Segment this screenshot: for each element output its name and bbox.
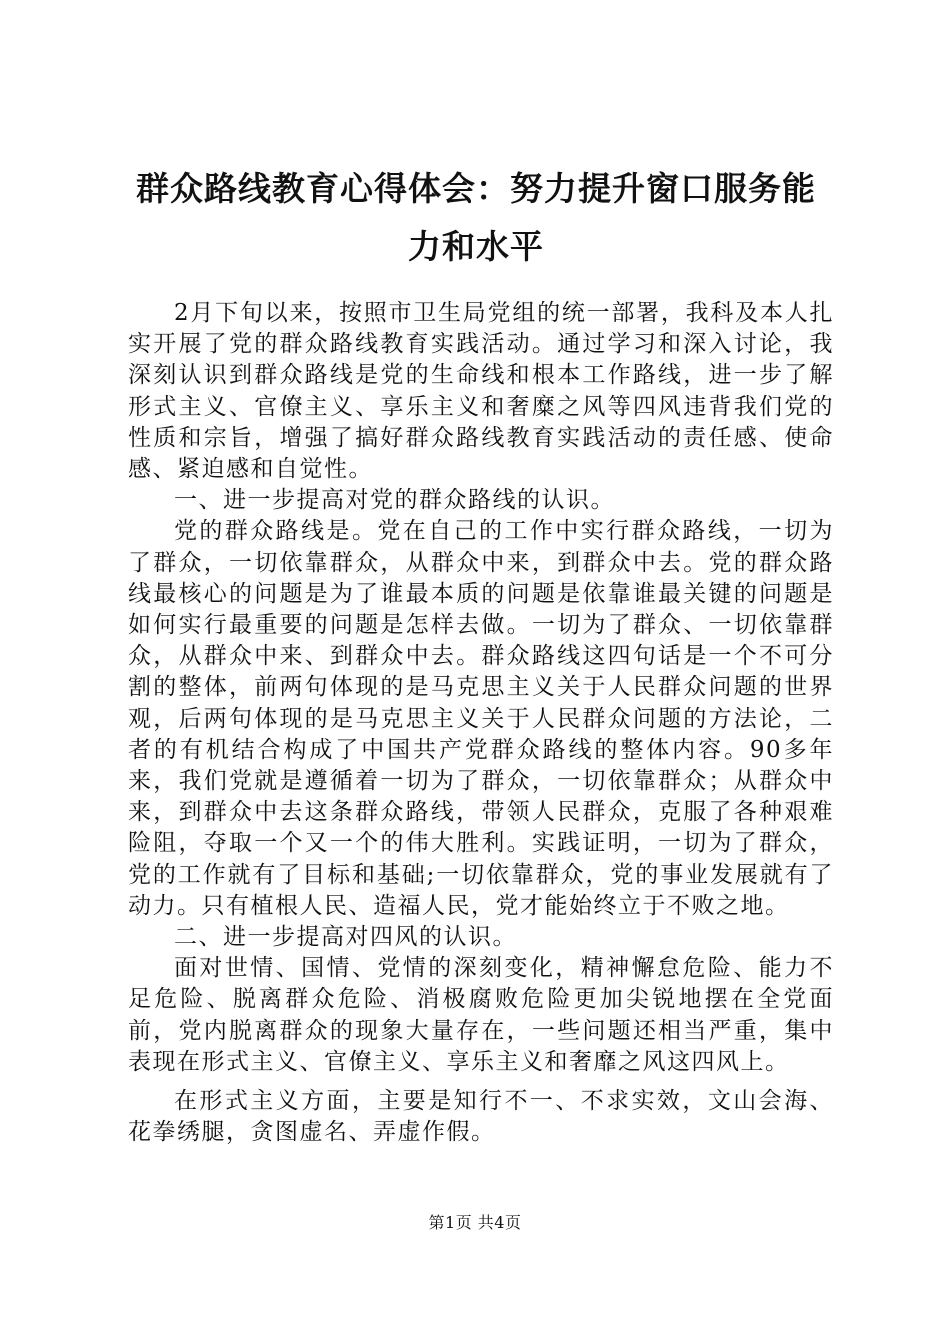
- body-paragraph: 党的群众路线是。党在自己的工作中实行群众路线，一切为了群众，一切依靠群众，从群众中来，到群众中去。党的群众路线最核心的问题是为了谁最本质的问题是依靠谁最关键的问题是如何实行最重要的问题是怎样去做。一切为了群众、一切依靠群众，从群众中来、到群众中去。群众路线这四句话是一个不可分割的整体，前两句体现的是马克思主义关于人民群众问题的世界观，后两句体现的是马克思主义关于人民群众问题的方法论，二者的有机结合构成了中国共产党群众路线的整体内容。90多年来，我们党就是遵循着一切为了群众，一切依靠群众；从群众中来，到群众中去这条群众路线，带领人民群众，克服了各种艰难险阻，夺取一个又一个的伟大胜利。实践证明，一切为了群众，党的工作就有了目标和基础;一切依靠群众，党的事业发展就有了动力。只有植根人民、造福人民，党才能始终立于不败之地。: [128, 518, 834, 919]
- document-title: 群众路线教育心得体会：努力提升窗口服务能力和水平: [136, 169, 816, 266]
- document-body: [128, 298, 834, 1148]
- section-heading-2: 二、进一步提高对四风的认识。: [174, 924, 517, 951]
- body-paragraph: 在形式主义方面，主要是知行不一、不求实效，文山会海、花拳绣腿，贪图虚名、弄虚作假。: [128, 1088, 834, 1146]
- section-heading-1: 一、进一步提高对党的群众路线的认识。: [174, 487, 615, 514]
- intro-paragraph: 2月下旬以来，按照市卫生局党组的统一部署，我科及本人扎实开展了党的群众路线教育实践活动。通过学习和深入讨论，我深刻认识到群众路线是党的生命线和根本工作路线，进一步了解形式主义、官僚主义、享乐主义和奢糜之风等四风违背我们党的性质和宗旨，增强了搞好群众路线教育实践活动的责任感、使命感、紧迫感和自觉性。: [128, 300, 834, 483]
- body-paragraph: 面对世情、国情、党情的深刻变化，精神懈怠危险、能力不足危险、脱离群众危险、消极腐败危险更加尖锐地摆在全党面前，党内脱离群众的现象大量存在，一些问题还相当严重，集中表现在形式主义、官僚主义、享乐主义和奢靡之风这四风上。: [128, 955, 834, 1075]
- page-number: 第1页 共4页: [428, 1213, 522, 1232]
